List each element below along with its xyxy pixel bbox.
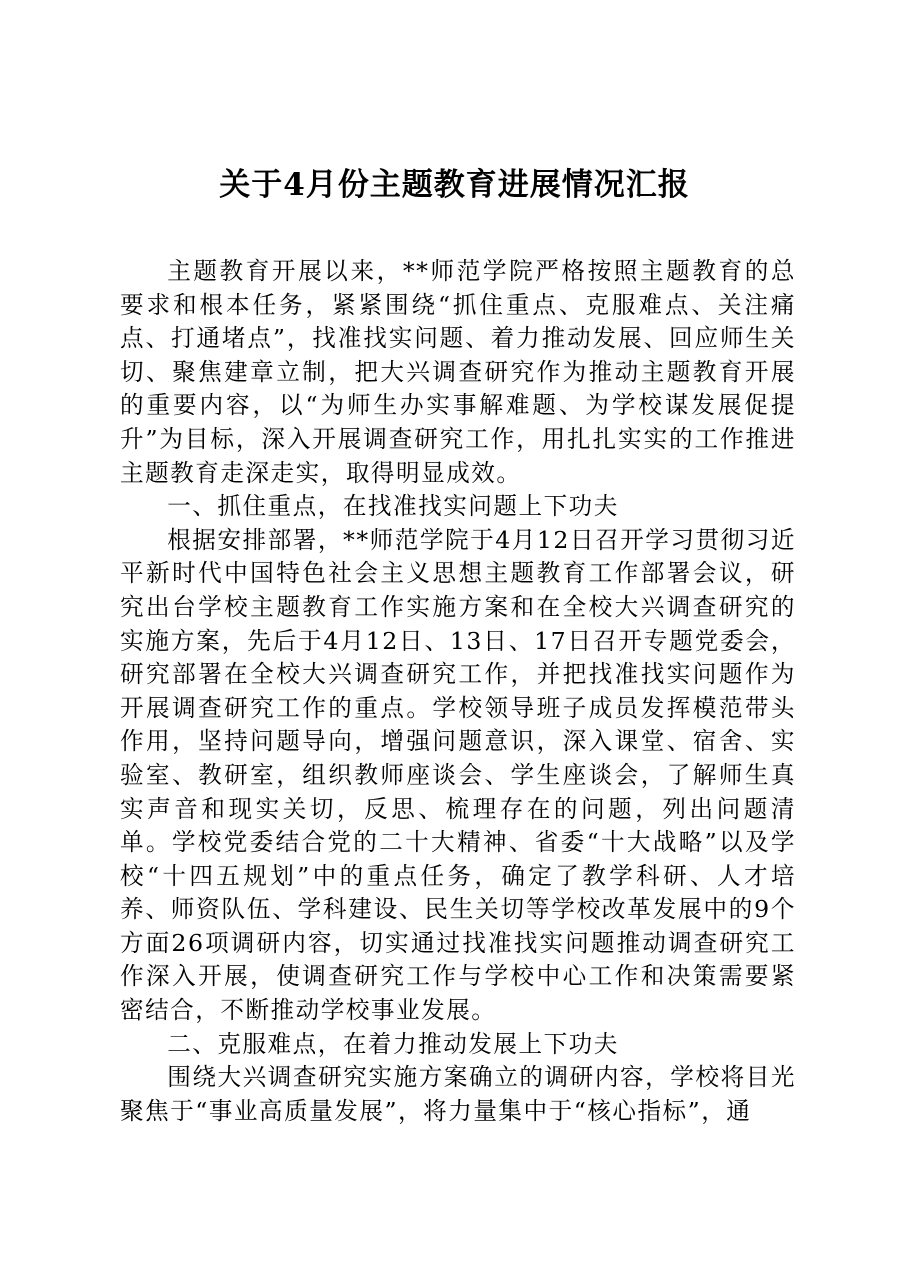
intro-paragraph: 主题教育开展以来，**师范学院严格按照主题教育的总要求和根本任务，紧紧围绕“抓住重点、克服难点、关注痛点、打通堵点”，找准找实问题、着力推动发展、回应师生关切、聚焦建章立制，把大兴调查研究作为推动主题教育开展的重要内容，以“为师生办实事解难题、为学校谋发展促提升”为目标，深入开展调查研究工作，用扎扎实实的工作推进主题教育走深走实，取得明显成效。 <box>120 257 796 487</box>
document-title: 关于4月份主题教育进展情况汇报 <box>219 167 690 203</box>
section-1-paragraph: 根据安排部署，**师范学院于4月12日召开学习贯彻习近平新时代中国特色社会主义思想主题教育工作部署会议，研究出台学校主题教育工作实施方案和在全校大兴调查研究的实施方案，先后于4月12日、13日、17日召开专题党委会，研究部署在全校大兴调查研究工作，并把找准找实问题作为开展调查研究工作的重点。学校领导班子成员发挥模范带头作用，坚持问题导向，增强问题意识，深入课堂、宿舍、实验室、教研室，组织教师座谈会、学生座谈会，了解师生真实声音和现实关切，反思、梳理存在的问题，列出问题清单。学校党委结合党的二十大精神、省委“十大战略”以及学校“十四五规划”中的重点任务，确定了教学科研、人才培养、师资队伍、学科建设、民生关切等学校改革发展中的9个方面26项调研内容，切实通过找准找实问题推动调查研究工作深入开展，使调查研究工作与学校中心工作和决策需要紧密结合，不断推动学校事业发展。 <box>120 525 796 1025</box>
section-2-paragraph: 围绕大兴调查研究实施方案确立的调研内容，学校将目光聚焦于“事业高质量发展”，将力量集中于“核心指标”，通 <box>120 1063 796 1125</box>
section-heading-1: 一、抓住重点，在找准找实问题上下功夫 <box>167 492 619 521</box>
section-heading-2: 二、克服难点，在着力推动发展上下功夫 <box>167 1029 619 1058</box>
document-body <box>120 255 796 1128</box>
